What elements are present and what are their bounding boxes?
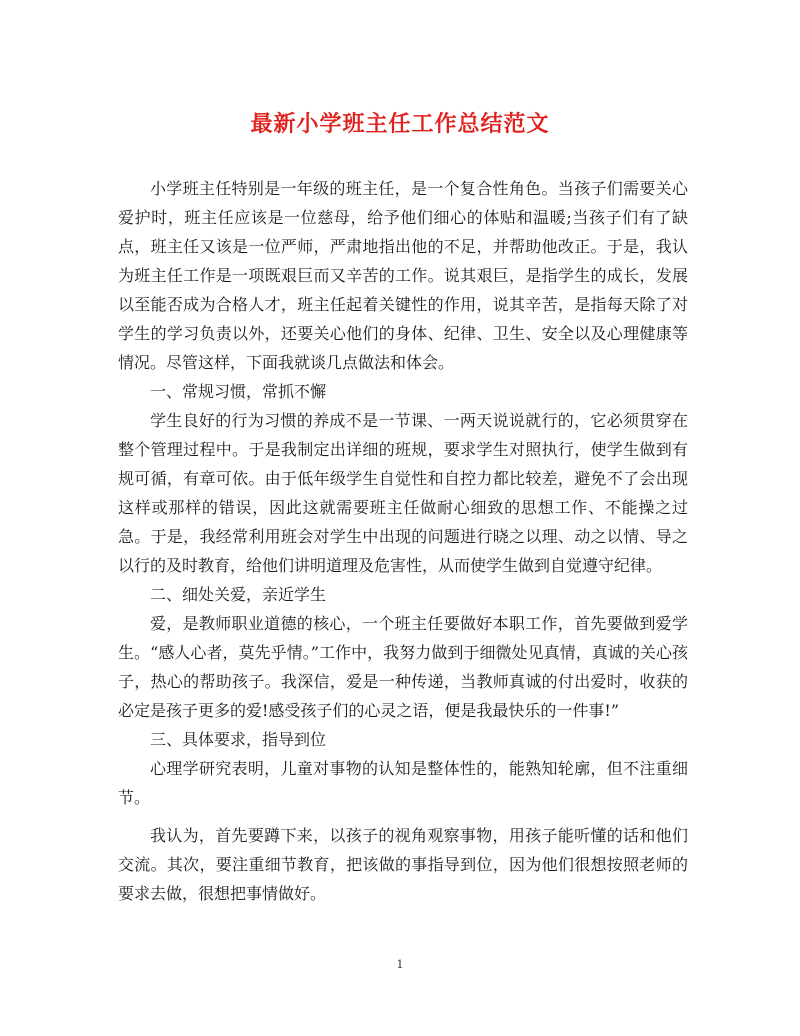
document-title: 最新小学班主任工作总结范文 — [250, 111, 550, 137]
section-2-paragraph-1: 爱，是教师职业道德的核心，一个班主任要做好本职工作，首先要做到爱学生。“感人心者，莫先乎情。”工作中，我努力做到于细微处见真情，真诚的关心孩子，热心的帮助孩子。我深信，爱是一种传递，当教师真诚的付出爱时，收获的必定是孩子更多的爱!感受孩子们的心灵之语，便是我最快乐的一件事!” — [118, 614, 688, 720]
section-1-paragraph-1: 学生良好的行为习惯的养成不是一节课、一两天说说就行的，它必须贯穿在整个管理过程中。于是我制定出详细的班规，要求学生对照执行，使学生做到有规可循，有章可依。由于低年级学生自觉性和自控力都比较差，避免不了会出现这样或那样的错误，因此这就需要班主任做耐心细致的思想工作、不能操之过急。于是，我经常利用班会对学生中出现的问题进行晓之以理、动之以情、导之以行的及时教育，给他们讲明道理及危害性，从而使学生做到自觉遵守纪律。 — [118, 411, 688, 575]
section-heading-1: 一、常规习惯，常抓不懈 — [150, 382, 327, 401]
section-3-paragraph-2: 我认为，首先要蹲下来，以孩子的视角观察事物，用孩子能听懂的话和他们交流。其次，要注重细节教育，把该做的事指导到位，因为他们很想按照老师的要求去做，很想把事情做好。 — [118, 826, 688, 903]
page-number: 1 — [396, 958, 404, 971]
section-heading-2: 二、细处关爱，亲近学生 — [150, 585, 327, 604]
section-heading-3: 三、具体要求，指导到位 — [150, 730, 327, 749]
intro-paragraph: 小学班主任特别是一年级的班主任，是一个复合性角色。当孩子们需要关心爱护时，班主任应该是一位慈母，给予他们细心的体贴和温暖;当孩子们有了缺点，班主任又该是一位严师，严肃地指出他的不足，并帮助他改正。于是，我认为班主任工作是一项既艰巨而又辛苦的工作。说其艰巨，是指学生的成长，发展以至能否成为合格人才，班主任起着关键性的作用，说其辛苦，是指每天除了对学生的学习负责以外，还要关心他们的身体、纪律、卫生、安全以及心理健康等情况。尽管这样，下面我就谈几点做法和体会。 — [118, 179, 688, 372]
section-3-paragraph-1: 心理学研究表明，儿童对事物的认知是整体性的，能熟知轮廓，但不注重细节。 — [118, 759, 688, 807]
document-body — [118, 174, 688, 908]
